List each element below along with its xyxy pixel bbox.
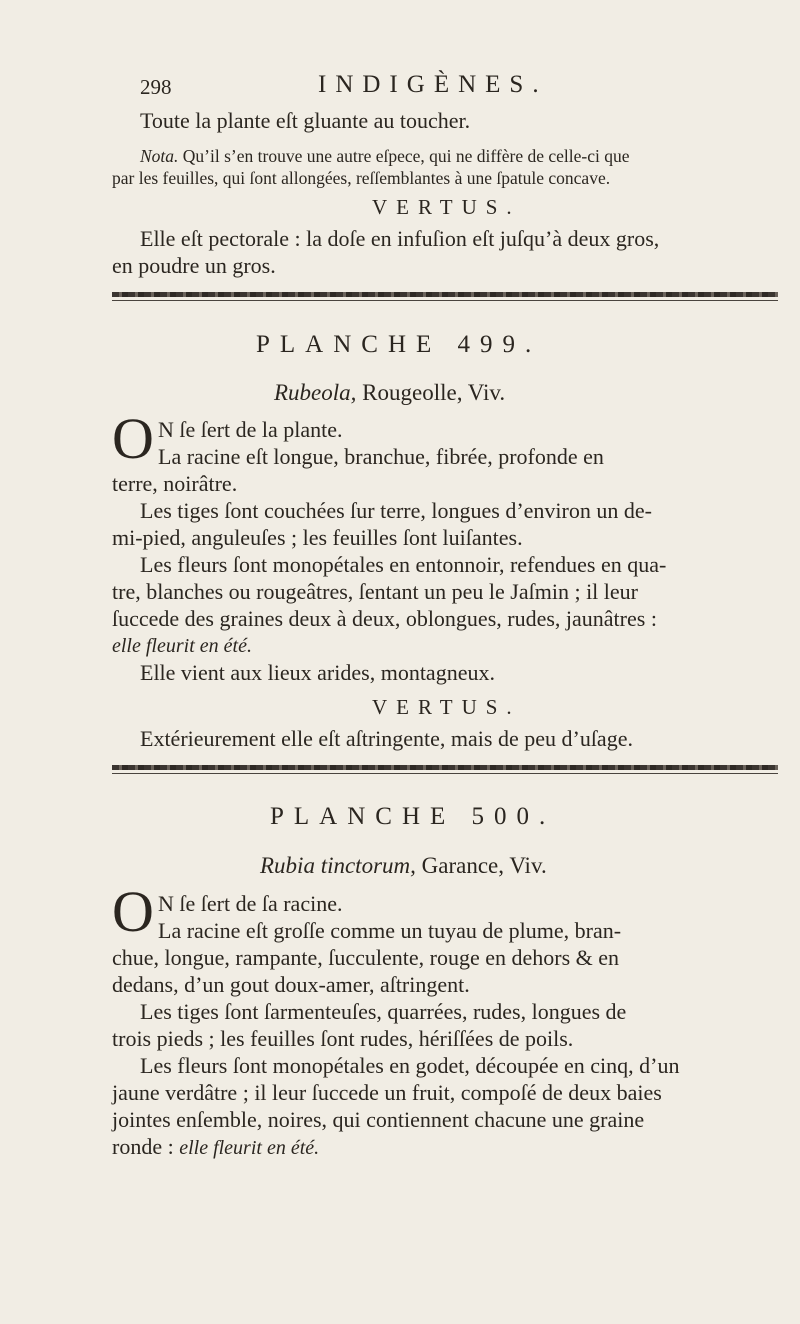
- ornamental-rule: [112, 765, 778, 770]
- last-line-start: ronde :: [112, 1134, 180, 1159]
- rule-line: [112, 773, 778, 774]
- prev-entry-line: Toute la plante eſt gluante au toucher.: [140, 108, 471, 133]
- text-line: dedans, d’un gout doux-amer, aſtringent.: [112, 972, 470, 997]
- vertus-heading: VERTUS.: [372, 195, 521, 219]
- planche-499-title: [274, 380, 505, 406]
- planche-500-heading: PLANCHE 500.: [270, 803, 556, 830]
- latin-name: Rubia tinctorum,: [260, 853, 416, 878]
- last-line: [112, 1134, 319, 1161]
- nota-line-2: par les feuilles, qui ſont allongées, reſſemblantes à une ſpatule concave.: [112, 168, 611, 188]
- nota-line: [140, 145, 629, 167]
- ornamental-rule: [112, 292, 778, 297]
- flowering-note: elle fleurit en été.: [179, 1137, 320, 1159]
- text-line: Les fleurs ſont monopétales en godet, découpée en cinq, d’un: [140, 1053, 680, 1078]
- flowering-note: elle fleurit en été.: [112, 635, 252, 657]
- common-name: Garance, Viv.: [415, 853, 547, 878]
- text-line: La racine eſt longue, branchue, fibrée, profonde en: [158, 444, 604, 469]
- page-number: 298: [140, 75, 172, 99]
- drop-cap: O: [112, 406, 154, 471]
- text-line: Les fleurs ſont monopétales en entonnoir, refendues en qua-: [140, 552, 667, 577]
- planche-500-title: [260, 853, 547, 879]
- nota-text: Qu’il s’en trouve une autre eſpece, qui ne diffère de celle-ci que: [178, 146, 630, 166]
- text-line: jaune verdâtre ; il leur ſuccede un fruit, compoſé de deux baies: [112, 1080, 662, 1105]
- rule-line: [112, 300, 778, 301]
- nota-label: Nota.: [140, 146, 179, 166]
- latin-name: Rubeola,: [274, 380, 357, 405]
- text-line: La racine eſt groſſe comme un tuyau de plume, bran-: [158, 918, 622, 943]
- planche-499-heading: PLANCHE 499.: [256, 331, 542, 358]
- drop-cap: O: [112, 879, 154, 944]
- text-line: ſuccede des graines deux à deux, oblongues, rudes, jaunâtres :: [112, 606, 657, 631]
- text-line: Les tiges ſont ſarmenteuſes, quarrées, rudes, longues de: [140, 999, 627, 1024]
- text-line: mi-pied, anguleuſes ; les feuilles ſont luiſantes.: [112, 525, 523, 550]
- text-line: N ſe ſert de la plante.: [158, 417, 343, 442]
- text-line: terre, noirâtre.: [112, 471, 238, 496]
- text-line: Les tiges ſont couchées ſur terre, longues d’environ un de-: [140, 498, 652, 523]
- vertus-line: Extérieurement elle eſt aſtringente, mais de peu d’uſage.: [140, 726, 633, 751]
- vertus-heading: VERTUS.: [372, 695, 521, 719]
- text-line: trois pieds ; les feuilles ſont rudes, hériſſées de poils.: [112, 1026, 574, 1051]
- running-title: INDIGÈNES.: [318, 71, 548, 98]
- common-name: Rougeolle, Viv.: [356, 380, 506, 405]
- vertus-line-2: en poudre un gros.: [112, 253, 276, 278]
- vertus-line: Elle eſt pectorale : la doſe en infuſion eſt juſqu’à deux gros,: [140, 226, 660, 251]
- text-line: chue, longue, rampante, ſucculente, rouge en dehors & en: [112, 945, 620, 970]
- text-line: tre, blanches ou rougeâtres, ſentant un peu le Jaſmin ; il leur: [112, 579, 639, 604]
- text-line: N ſe ſert de ſa racine.: [158, 891, 343, 916]
- habitat-line: Elle vient aux lieux arides, montagneux.: [140, 660, 495, 685]
- text-line: jointes enſemble, noires, qui contiennent chacune une graine: [112, 1107, 645, 1132]
